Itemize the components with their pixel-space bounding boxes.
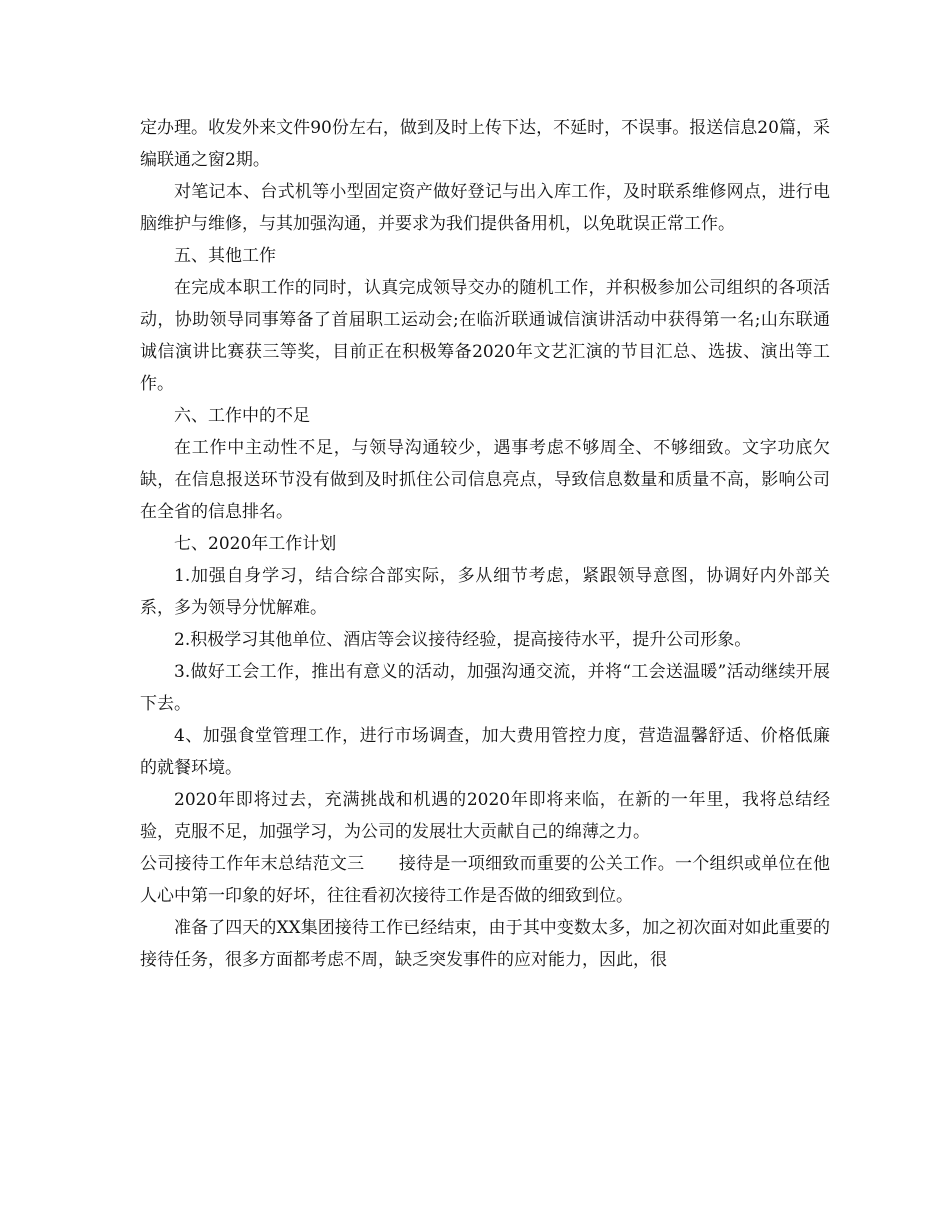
list-item: 1.加强自身学习，结合综合部实际，多从细节考虑，紧跟领导意图，协调好内外部关系，多为领导分忧解难。 — [140, 566, 830, 618]
paragraph: 在完成本职工作的同时，认真完成领导交办的随机工作，并积极参加公司组织的各项活动，协助领导同事筹备了首届职工运动会;在临沂联通诚信演讲活动中获得第一名;山东联通诚信演讲比赛获三等奖，目前正在积极筹备2020年文艺汇演的节目汇总、选拔、演出等工作。 — [140, 278, 830, 394]
section-heading: 五、其他工作 — [174, 246, 276, 266]
paragraph: 公司接待工作年末总结范文三 接待是一项细致而重要的公关工作。一个组织或单位在他人心中第一印象的好坏，往往看初次接待工作是否做的细致到位。 — [140, 854, 830, 906]
paragraph: 对笔记本、台式机等小型固定资产做好登记与出入库工作，及时联系维修网点，进行电脑维护与维修，与其加强沟通，并要求为我们提供备用机，以免耽误正常工作。 — [140, 182, 830, 234]
list-item: 3.做好工会工作，推出有意义的活动，加强沟通交流，并将“工会送温暖”活动继续开展下去。 — [140, 662, 830, 714]
section-heading: 六、工作中的不足 — [174, 406, 310, 426]
list-item: 4、加强食堂管理工作，进行市场调查，加大费用管控力度，营造温馨舒适、价格低廉的就餐环境。 — [140, 726, 830, 778]
paragraph: 在工作中主动性不足，与领导沟通较少，遇事考虑不够周全、不够细致。文字功底欠缺，在信息报送环节没有做到及时抓住公司信息亮点，导致信息数量和质量不高，影响公司在全省的信息排名。 — [140, 438, 830, 522]
paragraph: 准备了四天的XX集团接待工作已经结束，由于其中变数太多，加之初次面对如此重要的接待任务，很多方面都考虑不周，缺乏突发事件的应对能力，因此，很 — [140, 918, 830, 970]
paragraph: 2020年即将过去，充满挑战和机遇的2020年即将来临，在新的一年里，我将总结经验，克服不足，加强学习，为公司的发展壮大贡献自己的绵薄之力。 — [140, 790, 830, 842]
paragraph: 定办理。收发外来文件90份左右，做到及时上传下达，不延时，不误事。报送信息20篇，采编联通之窗2期。 — [140, 118, 830, 170]
document-body — [140, 112, 830, 976]
section-heading: 七、2020年工作计划 — [174, 534, 337, 554]
list-item: 2.积极学习其他单位、酒店等会议接待经验，提高接待水平，提升公司形象。 — [174, 630, 752, 650]
